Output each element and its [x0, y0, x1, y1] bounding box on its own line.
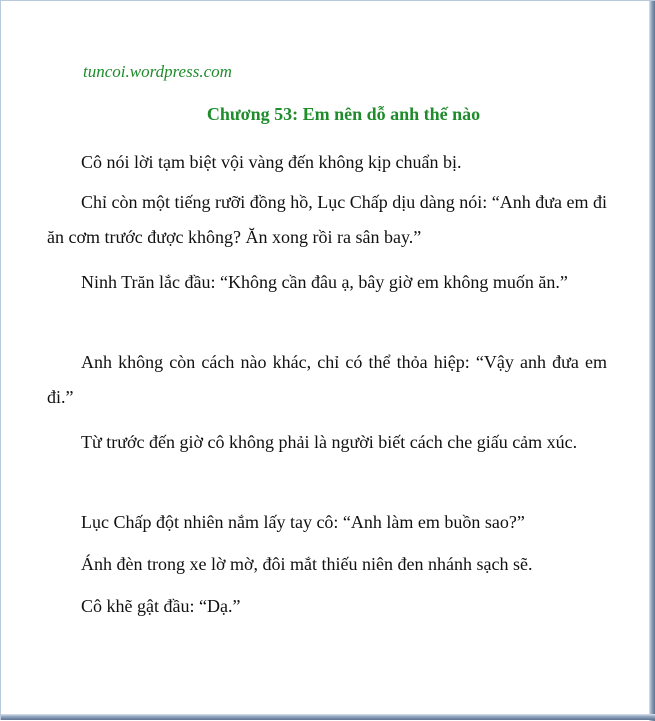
paragraph: Cô khẽ gật đầu: “Dạ.”: [81, 596, 241, 616]
paragraph: Ninh Trăn lắc đầu: “Không cần đâu ạ, bây giờ em không muốn ăn.”: [81, 272, 568, 292]
document-page: [1, 1, 650, 715]
paragraph: Cô nói lời tạm biệt vội vàng đến không kịp chuẩn bị.: [81, 152, 462, 172]
site-watermark: tuncoi.wordpress.com: [83, 62, 232, 81]
paragraph: Lục Chấp đột nhiên nắm lấy tay cô: “Anh làm em buồn sao?”: [81, 512, 525, 532]
paragraph: Chỉ còn một tiếng rưỡi đồng hồ, Lục Chấp dịu dàng nói: “Anh đưa em đi ăn cơm trước được không? Ăn xong rồi ra sân bay.”: [47, 192, 607, 247]
chapter-title: Chương 53: Em nên dỗ anh thế nào: [206, 104, 481, 124]
window-edge-bottom: [1, 714, 655, 720]
paragraph: Anh không còn cách nào khác, chỉ có thể thỏa hiệp: “Vậy anh đưa em đi.”: [47, 352, 607, 407]
window-edge-right: [649, 1, 655, 721]
paragraph: Ánh đèn trong xe lờ mờ, đôi mắt thiếu niên đen nhánh sạch sẽ.: [81, 554, 533, 574]
paragraph: Từ trước đến giờ cô không phải là người biết cách che giấu cảm xúc.: [81, 432, 578, 452]
